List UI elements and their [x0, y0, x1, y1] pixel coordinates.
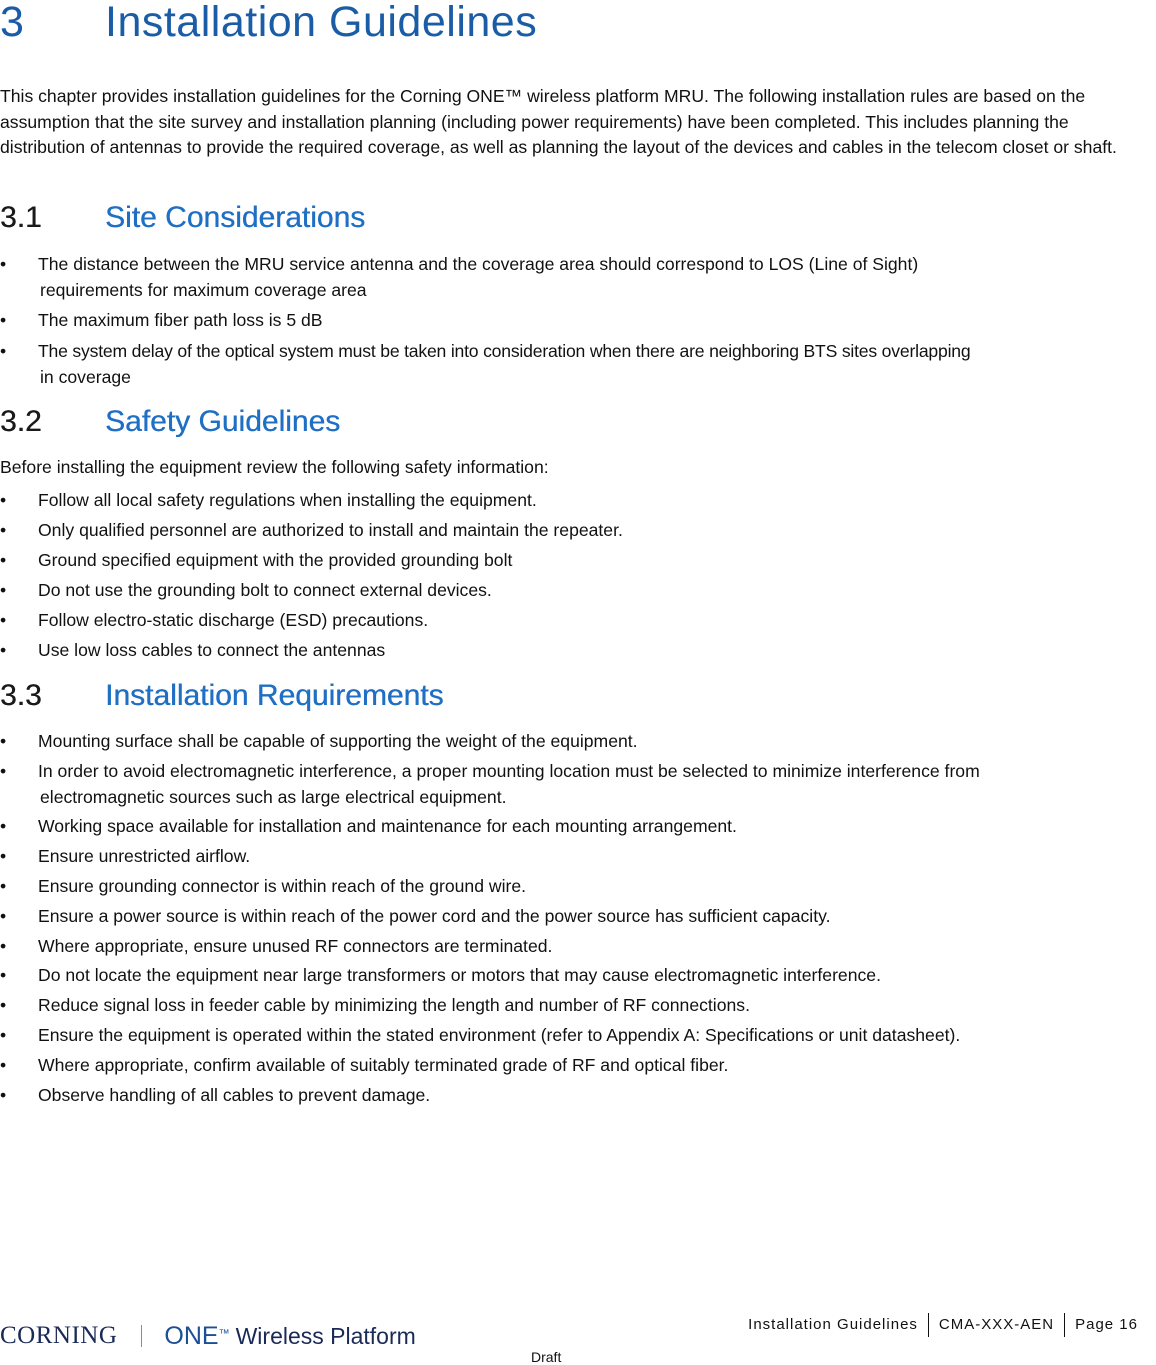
bullet-icon: • — [0, 995, 7, 1015]
trademark-mark: ™ — [218, 1328, 230, 1340]
wireless-platform-logo-text: Wireless Platform — [235, 1322, 416, 1349]
list-item: • In order to avoid electromagnetic interference, a proper mounting location must be selected to minimize interference from electromagnetic sources such as large electrical equipment. — [0, 761, 980, 807]
one-logo: ONE — [164, 1321, 219, 1350]
bullet-icon: • — [0, 761, 7, 781]
section-heading-safety-guidelines — [0, 405, 340, 439]
bullet-icon: • — [0, 936, 7, 956]
list-item: • Mounting surface shall be capable of supporting the weight of the equipment. — [0, 731, 638, 751]
list-item: • Where appropriate, confirm available of suitably terminated grade of RF and optical fiber. — [0, 1055, 729, 1075]
bullet-icon: • — [0, 965, 7, 985]
list-item: • Ground specified equipment with the provided grounding bolt — [0, 550, 513, 570]
bullet-icon: • — [0, 580, 7, 600]
footer-info — [738, 1313, 1148, 1337]
bullet-icon: • — [0, 1085, 7, 1105]
list-item: • The maximum fiber path loss is 5 dB — [0, 310, 323, 330]
bullet-icon: • — [0, 310, 7, 330]
list-item: • Ensure unrestricted airflow. — [0, 846, 251, 866]
section-title: Installation Requirements — [105, 679, 444, 712]
list-item: • Follow all local safety regulations when installing the equipment. — [0, 490, 537, 510]
corning-logo: CORNING — [0, 1322, 118, 1349]
draft-label: Draft — [531, 1349, 562, 1365]
section-title: Safety Guidelines — [105, 405, 341, 438]
footer-page-number: Page 16 — [1075, 1316, 1138, 1333]
list-item: • Ensure a power source is within reach of the power cord and the power source has sufficient capacity. — [0, 906, 831, 926]
list-item: • Ensure grounding connector is within reach of the ground wire. — [0, 876, 527, 896]
bullet-icon: • — [0, 1025, 7, 1045]
list-item: • Do not use the grounding bolt to connect external devices. — [0, 580, 492, 600]
bullet-icon: • — [0, 254, 7, 274]
bullet-icon: • — [0, 1055, 7, 1075]
bullet-icon: • — [0, 520, 7, 540]
bullet-icon: • — [0, 816, 7, 836]
footer-logo — [0, 1318, 416, 1354]
logo-divider — [141, 1325, 142, 1347]
section-heading-installation-requirements — [0, 679, 444, 713]
section-number: 3.2 — [0, 405, 42, 438]
footer-section-name: Installation Guidelines — [748, 1316, 918, 1333]
list-item: • Where appropriate, ensure unused RF connectors are terminated. — [0, 936, 553, 956]
section-number: 3.1 — [0, 201, 42, 234]
chapter-intro: This chapter provides installation guidelines for the Corning ONE™ wireless platform MRU. The following installation rules are based on the assumption that the site survey and installation planning (including power requirements) have been completed. This includes planning the distribution of antennas to provide the required coverage, as well as planning the layout of the devices and cables in the telecom closet or shaft. — [0, 86, 1117, 158]
list-item: • Working space available for installation and maintenance for each mounting arrangement. — [0, 816, 737, 836]
list-item: • Reduce signal loss in feeder cable by minimizing the length and number of RF connections. — [0, 995, 750, 1015]
bullet-icon: • — [0, 490, 7, 510]
bullet-icon: • — [0, 610, 7, 630]
chapter-number: 3 — [0, 0, 25, 46]
safety-intro: Before installing the equipment review the following safety information: — [0, 457, 549, 477]
bullet-icon: • — [0, 906, 7, 926]
bullet-icon: • — [0, 846, 7, 866]
list-item: • The system delay of the optical system must be taken into consideration when there are neighboring BTS sites overlapping in coverage — [0, 341, 971, 387]
list-item: • Ensure the equipment is operated within the stated environment (refer to Appendix A: Specifications or unit datasheet). — [0, 1025, 961, 1045]
list-item: • Follow electro-static discharge (ESD) precautions. — [0, 610, 429, 630]
list-item: • The distance between the MRU service antenna and the coverage area should correspond to LOS (Line of Sight) requirements for maximum coverage area — [0, 254, 919, 300]
bullet-icon: • — [0, 731, 7, 751]
bullet-icon: • — [0, 550, 7, 570]
footer-doc-id: CMA-XXX-AEN — [938, 1316, 1055, 1333]
list-item: • Use low loss cables to connect the antennas — [0, 640, 386, 660]
bullet-icon: • — [0, 640, 7, 660]
list-item: • Do not locate the equipment near large transformers or motors that may cause electromagnetic interference. — [0, 965, 881, 985]
chapter-heading — [0, 0, 537, 47]
section-number: 3.3 — [0, 679, 42, 712]
list-item: • Observe handling of all cables to prevent damage. — [0, 1085, 431, 1105]
bullet-icon: • — [0, 876, 7, 896]
bullet-icon: • — [0, 341, 7, 361]
section-heading-site-considerations — [0, 201, 365, 235]
chapter-title: Installation Guidelines — [105, 0, 538, 46]
list-item: • Only qualified personnel are authorized to install and maintain the repeater. — [0, 520, 623, 540]
section-title: Site Considerations — [105, 201, 366, 234]
